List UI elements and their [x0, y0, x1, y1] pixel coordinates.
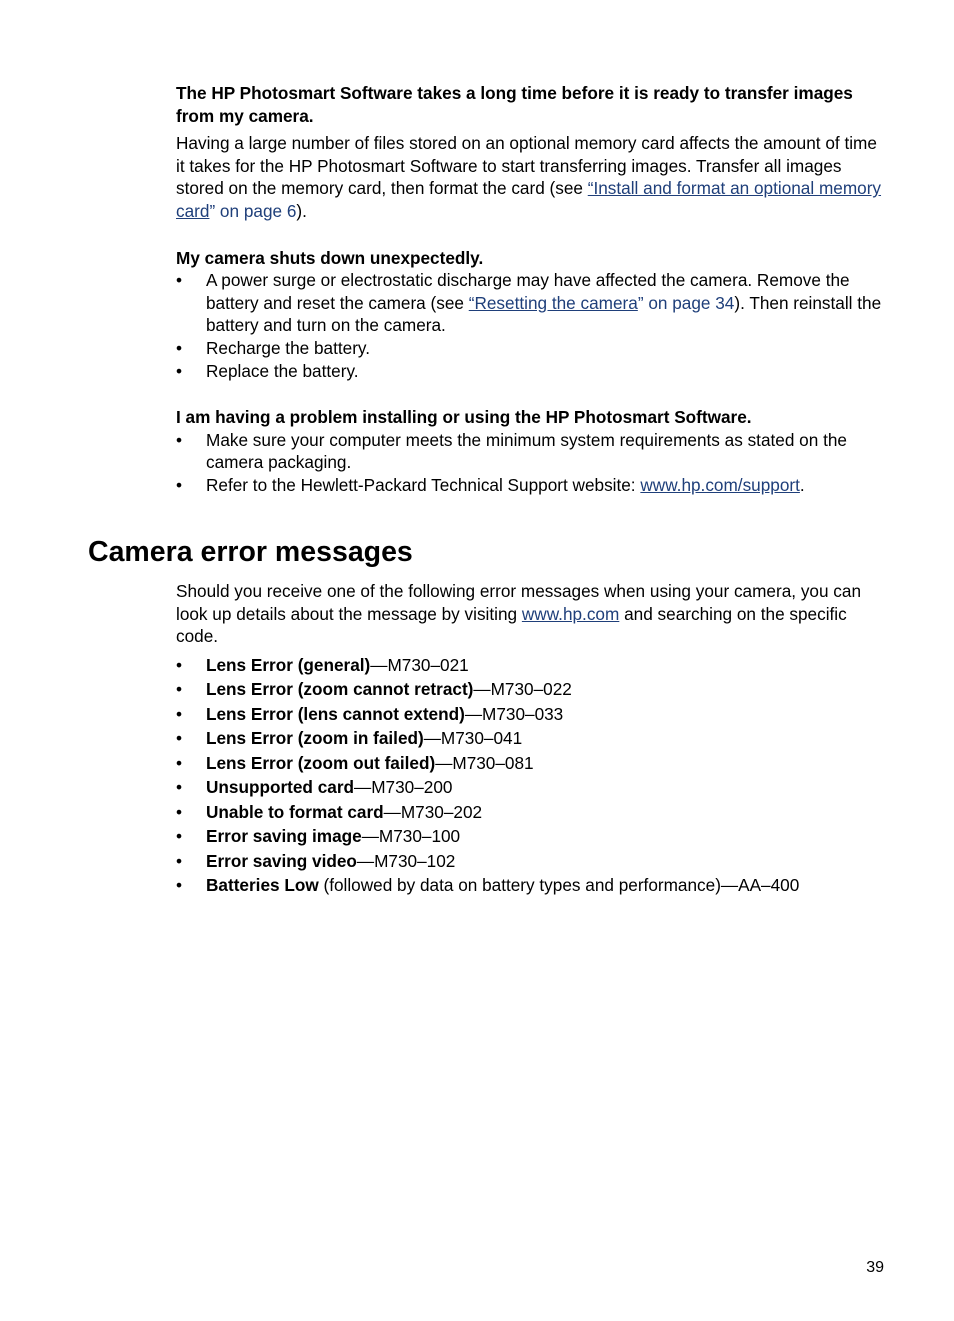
error-name: Error saving image	[206, 826, 362, 847]
error-item	[176, 703, 888, 726]
error-name: Lens Error (zoom cannot retract)	[206, 679, 474, 700]
question-software-problem: I am having a problem installing or using the HP Photosmart Software.	[176, 407, 752, 428]
question-shuts-down: My camera shuts down unexpectedly.	[176, 247, 484, 268]
error-list	[176, 654, 888, 897]
error-code: —M730–022	[473, 679, 572, 700]
answer-slow-transfer: Having a large number of files stored on an optional memory card affects the amount of time it takes for the HP Photosmart Software to start transferring images. Transfer all images stored on the memory card, then format the card (see “Install and format an optional memory card” on page 6).	[176, 133, 882, 221]
section-heading: Camera error messages	[88, 536, 413, 568]
list-item: • Replace the battery.	[176, 360, 359, 381]
question-slow-transfer: The HP Photosmart Software takes a long time before it is ready to transfer images from my camera.	[176, 83, 853, 126]
error-code: —M730–200	[354, 777, 453, 798]
error-item	[176, 825, 888, 848]
intro-paragraph: Should you receive one of the following error messages when using your camera, you can look up details about the message by visiting www.hp.com and searching on the specific code.	[176, 581, 862, 647]
error-item	[176, 874, 888, 897]
bullet: •	[176, 474, 183, 495]
list-item: • A power surge or electrostatic discharge may have affected the camera. Remove the battery and reset the camera (see “Resetting the camera” on page 34). Then reinstall the battery and turn on the camera.	[176, 270, 882, 336]
error-code: —M730–100	[361, 826, 461, 847]
bullet: •	[176, 679, 183, 700]
error-code: —M730–033	[464, 703, 564, 724]
error-code: —M730–102	[356, 850, 456, 871]
error-name: Error saving video	[206, 850, 357, 871]
bullet: •	[176, 703, 183, 724]
error-messages-section	[176, 580, 888, 899]
error-item	[176, 850, 888, 873]
hp-com-link[interactable]: www.hp.com	[521, 603, 620, 624]
page-number: 39	[866, 1259, 884, 1276]
error-item	[176, 776, 888, 799]
error-code: —M730–202	[383, 801, 483, 822]
error-item	[176, 678, 888, 701]
troubleshooting-section	[176, 82, 888, 497]
error-item	[176, 801, 888, 824]
bullet: •	[176, 875, 183, 896]
shutdown-list	[176, 269, 888, 382]
bullet: •	[176, 801, 183, 822]
list-item: • Make sure your computer meets the minimum system requirements as stated on the camera packaging.	[176, 429, 847, 473]
bullet: •	[176, 360, 183, 381]
software-list	[176, 429, 888, 497]
error-item	[176, 654, 888, 677]
error-code: (followed by data on battery types and performance)—AA–400	[318, 875, 800, 896]
error-name: Lens Error (lens cannot extend)	[206, 703, 465, 724]
bullet: •	[176, 850, 183, 871]
list-item: • Recharge the battery.	[176, 337, 371, 358]
error-item	[176, 727, 888, 750]
bullet: •	[176, 826, 183, 847]
hp-support-link[interactable]: www.hp.com/support	[640, 474, 800, 495]
error-name: Lens Error (general)	[206, 654, 371, 675]
error-code: —M730–041	[423, 728, 523, 749]
bullet: •	[176, 270, 183, 291]
error-name: Unsupported card	[206, 777, 355, 798]
bullet: •	[176, 728, 183, 749]
page-ref-34[interactable]: ” on page 34	[637, 292, 735, 313]
bullet: •	[176, 752, 183, 773]
resetting-camera-link[interactable]: “Resetting the camera	[468, 292, 638, 313]
error-item	[176, 752, 888, 775]
error-name: Unable to format card	[206, 801, 384, 822]
install-format-card-link[interactable]: “Install and format an optional memory card	[176, 178, 882, 221]
bullet: •	[176, 777, 183, 798]
bullet: •	[176, 654, 183, 675]
error-code: —M730–081	[435, 752, 534, 773]
page-ref-6[interactable]: ” on page 6	[209, 200, 297, 221]
error-name: Batteries Low	[206, 875, 319, 896]
bullet: •	[176, 429, 183, 450]
error-name: Lens Error (zoom in failed)	[206, 728, 424, 749]
bullet: •	[176, 337, 183, 358]
list-item: • Refer to the Hewlett-Packard Technical Support website: www.hp.com/support.	[176, 474, 805, 495]
error-name: Lens Error (zoom out failed)	[206, 752, 436, 773]
error-code: —M730–021	[370, 654, 469, 675]
